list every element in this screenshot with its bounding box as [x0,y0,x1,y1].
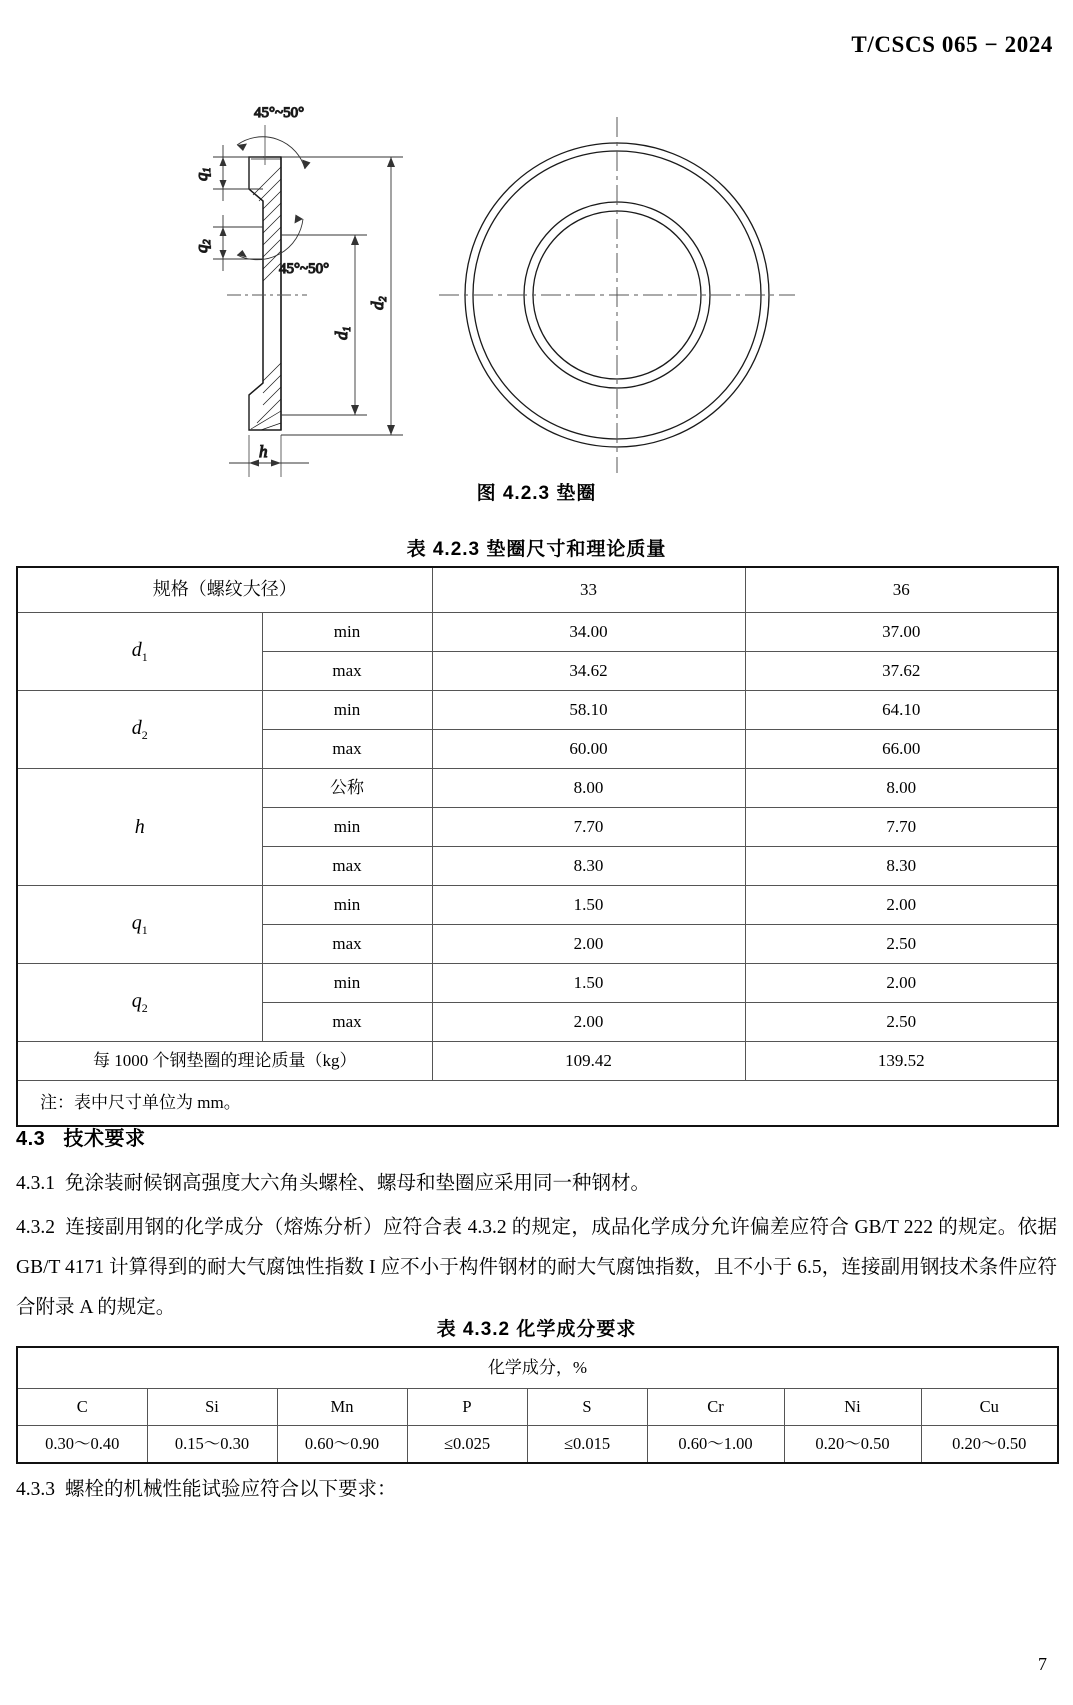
value-cell-33: 2.00 [432,1003,745,1042]
symbol-base: h [134,816,145,838]
section-title: 技术要求 [63,1128,146,1150]
value-cell-36: 2.50 [745,1003,1058,1042]
value-cell-36: 37.62 [745,652,1058,691]
qualifier-cell: max [262,847,432,886]
label-d1: d1 [331,326,353,340]
size-header-33: 33 [432,567,745,613]
qualifier-cell: max [262,652,432,691]
label-angle-bottom: 45°~50° [278,261,329,277]
chem-value-ni: 0.20～0.50 [784,1426,921,1464]
chem-element-header-row [17,1389,1058,1426]
value-cell-33: 1.50 [432,886,745,925]
value-cell-33: 34.62 [432,652,745,691]
figure-caption: 图 4.2.3 垫圈 [476,483,597,504]
washer-dimension-table [16,566,1059,1127]
chem-value-cu: 0.20～0.50 [921,1426,1058,1464]
value-cell-33: 7.70 [432,808,745,847]
value-cell-33: 58.10 [432,691,745,730]
symbol-base: d [131,717,142,740]
qualifier-cell: min [262,886,432,925]
chem-element-ni: Ni [784,1389,921,1426]
clause-text: 螺栓的机械性能试验应符合以下要求： [65,1479,397,1500]
qualifier-cell: 公称 [262,769,432,808]
symbol-base: q [131,912,142,935]
mass-value-33: 109.42 [432,1042,745,1081]
clause-number: 4.3.3 [16,1479,55,1500]
value-cell-33: 8.00 [432,769,745,808]
value-cell-33: 60.00 [432,730,745,769]
theoretical-mass-row [17,1042,1058,1081]
row-symbol-q1 [17,886,262,964]
chem-value-c: 0.30～0.40 [17,1426,147,1464]
value-cell-36: 7.70 [745,808,1058,847]
qualifier-cell: min [262,613,432,652]
table-note: 注：表中尺寸单位为 mm。 [17,1081,1058,1127]
chem-value-cr: 0.60～1.00 [647,1426,784,1464]
washer-table-caption: 表 4.2.3 垫圈尺寸和理论质量 [406,539,667,560]
symbol-base: d [131,639,142,662]
table-row [17,886,1058,925]
chem-value-s: ≤0.015 [527,1426,647,1464]
clause-4-3-1 [16,1164,1057,1204]
qualifier-cell: max [262,730,432,769]
table-row [17,691,1058,730]
symbol-sub: 1 [141,650,148,665]
symbol-sub: 1 [141,923,148,938]
mass-label-cell: 每 1000 个钢垫圈的理论质量（kg） [17,1042,432,1081]
chem-value-p: ≤0.025 [407,1426,527,1464]
symbol-base: q [131,990,142,1013]
symbol-sub: 2 [141,1001,148,1016]
value-cell-36: 2.00 [745,886,1058,925]
value-cell-33: 34.00 [432,613,745,652]
value-cell-36: 2.50 [745,925,1058,964]
row-symbol-d1 [17,613,262,691]
table-row [17,769,1058,808]
clause-number: 4.3.1 [16,1173,55,1194]
chemical-composition-table [16,1346,1059,1464]
section-outline [249,157,281,430]
table-header-row [17,567,1058,613]
value-cell-33: 2.00 [432,925,745,964]
chem-group-header-row [17,1347,1058,1389]
chem-element-cu: Cu [921,1389,1058,1426]
qualifier-cell: min [262,808,432,847]
chem-element-c: C [17,1389,147,1426]
value-cell-36: 8.30 [745,847,1058,886]
running-header-standard-code: T/CSCS 065 − 2024 [851,32,1053,57]
chem-value-mn: 0.60～0.90 [277,1426,407,1464]
value-cell-36: 37.00 [745,613,1058,652]
clause-number: 4.3.2 [16,1217,55,1238]
qualifier-cell: max [262,1003,432,1042]
size-header-36: 36 [745,567,1058,613]
value-cell-33: 1.50 [432,964,745,1003]
chem-element-si: Si [147,1389,277,1426]
qualifier-cell: min [262,964,432,1003]
table-note-row [17,1081,1058,1127]
chem-table-caption: 表 4.3.2 化学成分要求 [436,1319,637,1340]
row-symbol-h [17,769,262,886]
spec-header-cell: 规格（螺纹大径） [17,567,432,613]
page-number: 7 [1038,1654,1047,1674]
table-row [17,964,1058,1003]
row-symbol-d2 [17,691,262,769]
chem-value-row [17,1426,1058,1464]
clause-4-3-3 [16,1470,1057,1510]
clause-text: 免涂装耐候钢高强度大六角头螺栓、螺母和垫圈应采用同一种钢材。 [65,1173,651,1194]
clause-text: 连接副用钢的化学成分（熔炼分析）应符合表 4.3.2 的规定，成品化学成分允许偏差应符合 GB/T 222 的规定。依据 GB/T 4171 计算得到的耐大气腐蚀性指数 I 应不小于构件钢材的耐大气腐蚀指数，且不小于 6.5，连接副用钢技术条件应符合附录 A 的规定。 [16,1217,1057,1318]
chem-group-header: 化学成分，% [17,1347,1058,1389]
value-cell-36: 66.00 [745,730,1058,769]
chem-value-si: 0.15～0.30 [147,1426,277,1464]
value-cell-36: 64.10 [745,691,1058,730]
label-q1: q1 [191,167,213,181]
washer-technical-drawing-svg [177,95,897,485]
clause-4-3-2 [16,1208,1057,1328]
value-cell-33: 8.30 [432,847,745,886]
label-q2: q2 [191,239,213,253]
label-angle-top: 45°~50° [253,105,304,121]
table-row [17,613,1058,652]
qualifier-cell: max [262,925,432,964]
chem-element-s: S [527,1389,647,1426]
row-symbol-q2 [17,964,262,1042]
label-h: h [258,442,267,461]
mass-value-36: 139.52 [745,1042,1058,1081]
value-cell-36: 2.00 [745,964,1058,1003]
section-number: 4.3 [16,1128,46,1150]
chem-element-cr: Cr [647,1389,784,1426]
section-heading-43 [16,1122,145,1151]
chem-element-mn: Mn [277,1389,407,1426]
label-d2: d2 [367,296,389,310]
symbol-sub: 2 [141,728,148,743]
figure-washer-drawing [0,95,1073,485]
chem-element-p: P [407,1389,527,1426]
value-cell-36: 8.00 [745,769,1058,808]
qualifier-cell: min [262,691,432,730]
